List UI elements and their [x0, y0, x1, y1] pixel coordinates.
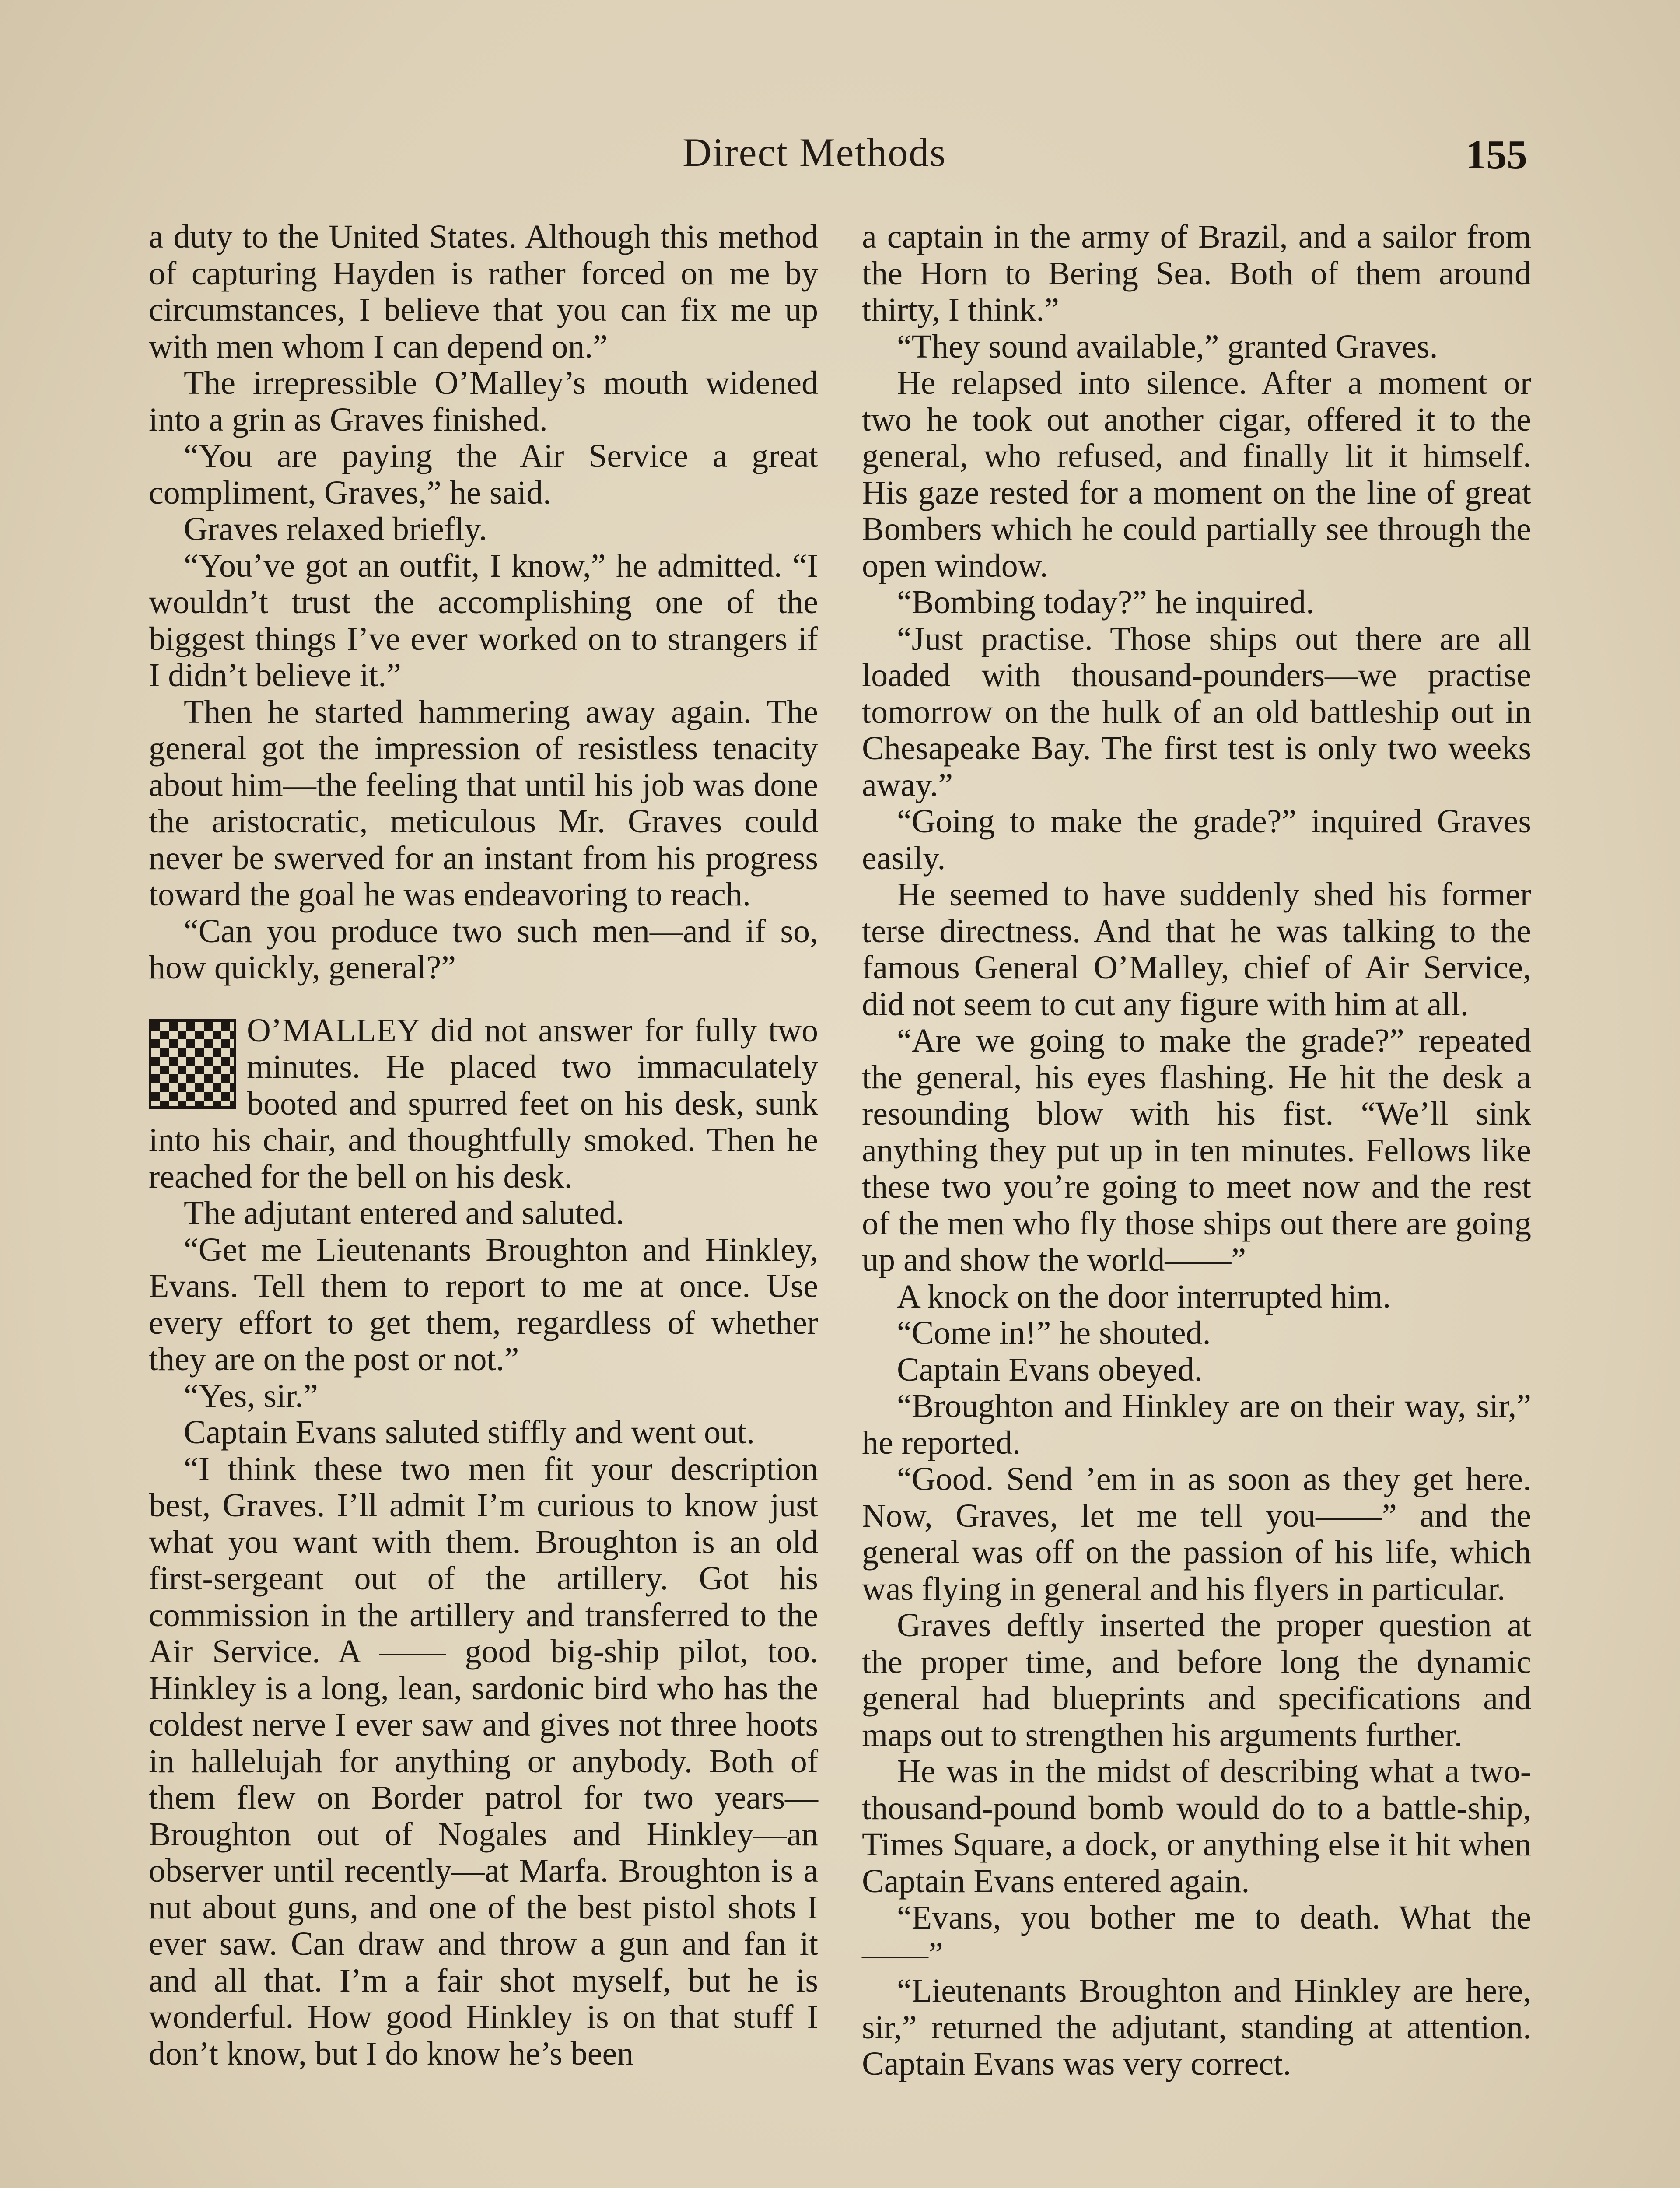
- right-text-column: [862, 219, 1531, 2083]
- paragraph: The adjutant entered and saluted.: [184, 1195, 624, 1231]
- paragraph: Captain Evans obeyed.: [897, 1351, 1203, 1388]
- paragraph: Graves relaxed briefly.: [184, 511, 487, 547]
- paragraph: He relapsed into silence. After a moment or two he took out another cigar, offered it to the general, who refused, and finally lit it himself. His gaze rested for a moment on the line of great Bombers which he could partially see through the open window.: [862, 365, 1531, 584]
- paragraph: “You are paying the Air Service a great compliment, Graves,” he said.: [149, 438, 818, 511]
- paragraph: Then he started hammering away again. The general got the impression of resistless tenacity about him—the feeling that until his job was done the aristocratic, meticulous Mr. Graves could never be swerved for an instant from his progress toward the goal he was endeavoring to reach.: [149, 693, 818, 913]
- paragraph: “Bombing today?” he inquired.: [897, 584, 1314, 621]
- paragraph: “Lieutenants Broughton and Hinkley are here, sir,” returned the adjutant, standing at attention. Captain Evans was very correct.: [862, 1972, 1531, 2082]
- paragraph: “Are we going to make the grade?” repeated the general, his eyes flashing. He hit the desk a resounding blow with his fist. “We’ll sink anything they put up in ten minutes. Fellows like these two you’re going to meet now and the rest of the men who fly those ships out there are going up and show the world——”: [862, 1022, 1531, 1278]
- paragraph: Captain Evans saluted stiffly and went out.: [184, 1414, 755, 1451]
- paragraph: Graves deftly inserted the proper question at the proper time, and before long the dynamic general had blueprints and specifications and maps out to strengthen his arguments further.: [862, 1607, 1531, 1753]
- paragraph: He was in the midst of describing what a two-thousand-pound bomb would do to a battle-ship, Times Square, a dock, or anything else it hit when Captain Evans entered again.: [862, 1753, 1531, 1900]
- page-number: 155: [1466, 132, 1527, 178]
- paragraph: “Going to make the grade?” inquired Graves easily.: [862, 803, 1531, 877]
- paragraph: “Get me Lieutenants Broughton and Hinkley, Evans. Tell them to report to me at once. Use every effort to get them, regardless of whether they are on the post or not.”: [149, 1231, 818, 1378]
- paragraph: “Evans, you bother me to death. What the ——”: [862, 1899, 1531, 1973]
- paragraph: “They sound available,” granted Graves.: [897, 328, 1438, 365]
- paragraph: “Good. Send ’em in as soon as they get here. Now, Graves, let me tell you——” and the general was off on the passion of his life, which was flying in general and his flyers in particular.: [862, 1461, 1531, 1607]
- running-title: Direct Methods: [682, 130, 946, 175]
- paragraph: “I think these two men fit your description best, Graves. I’ll admit I’m curious to know just what you want with them. Broughton is an old first-sergeant out of the artillery. Got his commission in the artillery and transferred to the Air Service. A —— good big-ship pilot, too. Hinkley is a long, lean, sardonic bird who has the coldest nerve I ever saw and gives not three hoots in hallelujah for anything or anybody. Both of them flew on Border patrol for two years—Broughton out of Nogales and Hinkley—an observer until recently—at Marfa. Broughton is a nut about guns, and one of the best pistol shots I ever saw. Can draw and throw a gun and fan it and all that. I’m a fair shot myself, but he is wonderful. How good Hinkley is on that stuff I don’t know, but I do know he’s been: [149, 1450, 818, 2072]
- ornamental-drop-cap-icon: [149, 1019, 236, 1109]
- paragraph: “Come in!” he shouted.: [897, 1315, 1211, 1351]
- paragraph: O’MALLEY did not answer for fully two minutes. He placed two immaculately booted and spurred feet on his desk, sunk into his chair, and thoughtfully smoked. Then he reached for the bell on his desk.: [149, 1012, 818, 1195]
- paragraph: a duty to the United States. Although this method of capturing Hayden is rather forced on me by circumstances, I believe that you can fix me up with men whom I can depend on.”: [149, 218, 818, 365]
- left-text-column: [149, 219, 818, 2072]
- paragraph: The irrepressible O’Malley’s mouth widened into a grin as Graves finished.: [149, 365, 818, 438]
- paragraph: He seemed to have suddenly shed his former terse directness. And that he was talking to the famous General O’Malley, chief of Air Service, did not seem to cut any figure with him at all.: [862, 876, 1531, 1023]
- paragraph: “You’ve got an outfit, I know,” he admitted. “I wouldn’t trust the accomplishing one of the biggest things I’ve ever worked on to strangers if I didn’t believe it.”: [149, 547, 818, 694]
- paragraph: A knock on the door interrupted him.: [897, 1278, 1391, 1315]
- section-break: [149, 1013, 818, 1196]
- paragraph: a captain in the army of Brazil, and a sailor from the Horn to Bering Sea. Both of them around thirty, I think.”: [862, 218, 1531, 328]
- paragraph: “Just practise. Those ships out there are all loaded with thousand-pounders—we practise tomorrow on the hulk of an old battleship out in Chesapeake Bay. The first test is only two weeks away.”: [862, 620, 1531, 803]
- paragraph: “Broughton and Hinkley are on their way, sir,” he reported.: [862, 1388, 1531, 1461]
- paragraph: “Can you produce two such men—and if so, how quickly, general?”: [149, 912, 818, 986]
- paragraph: “Yes, sir.”: [184, 1377, 318, 1414]
